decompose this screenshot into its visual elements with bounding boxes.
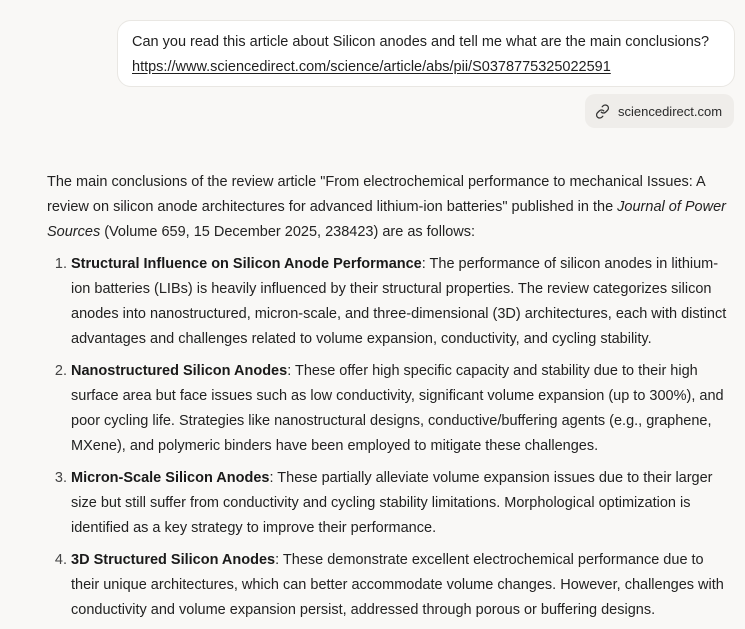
source-chip-label: sciencedirect.com [618, 103, 723, 119]
user-question: Can you read this article about Silicon anodes and tell me what are the main conclusions? [132, 34, 710, 50]
list-item-text: : These demonstrate excellent electrochemical performance due to their unique architectures, which can better accommodate volume changes. However, challenges with conductivity and volume expansion persist, addressed through porous or buffering designs. [71, 552, 724, 618]
user-message-bubble [117, 20, 735, 87]
list-item-title: 3D Structured Silicon Anodes [71, 552, 276, 568]
list-item [71, 466, 733, 541]
list-item-text: : The performance of silicon anodes in lithium-ion batteries (LIBs) is heavily influenced by their structural properties. The review categorizes silicon anodes into nanostructured, micron-scale, and three-dimensional (3D) architectures, each with distinct advantages and challenges related to volume expansion, conductivity, and cycling stability. [71, 256, 727, 347]
article-link[interactable]: https://www.sciencedirect.com/science/article/abs/pii/S0378775325022591 [132, 59, 611, 75]
assistant-answer [47, 170, 733, 629]
link-icon [595, 104, 610, 119]
intro-text-start: The main conclusions of the review article "From electrochemical performance to mechanical Issues: A review on silicon anode architectures for advanced lithium-ion batteries" published in the [47, 174, 705, 215]
journal-name: Journal of Power Sources [47, 199, 726, 240]
list-item-title: Micron-Scale Silicon Anodes [71, 470, 270, 486]
list-item [71, 252, 733, 352]
list-item-text: : These partially alleviate volume expansion issues due to their larger size but still suffer from conductivity and cycling stability limitations. Morphological optimization is identified as a key strategy to improve their performance. [71, 470, 713, 536]
list-item-text: : These offer high specific capacity and stability due to their high surface area but face issues such as low conductivity, significant volume expansion (up to 300%), and poor cycling life. Strategies like nanostructural designs, conductive/buffering agents (e.g., graphene, MXene), and polymeric binders have been employed to mitigate these challenges. [71, 363, 724, 454]
answer-intro [47, 170, 733, 245]
list-item [71, 548, 733, 623]
list-item-title: Nanostructured Silicon Anodes [71, 363, 288, 379]
list-item-title: Structural Influence on Silicon Anode Performance [71, 256, 422, 272]
source-chip[interactable] [585, 94, 734, 128]
list-item [71, 359, 733, 459]
conclusions-list [47, 252, 733, 623]
intro-text-end: (Volume 659, 15 December 2025, 238423) are as follows: [100, 224, 476, 240]
